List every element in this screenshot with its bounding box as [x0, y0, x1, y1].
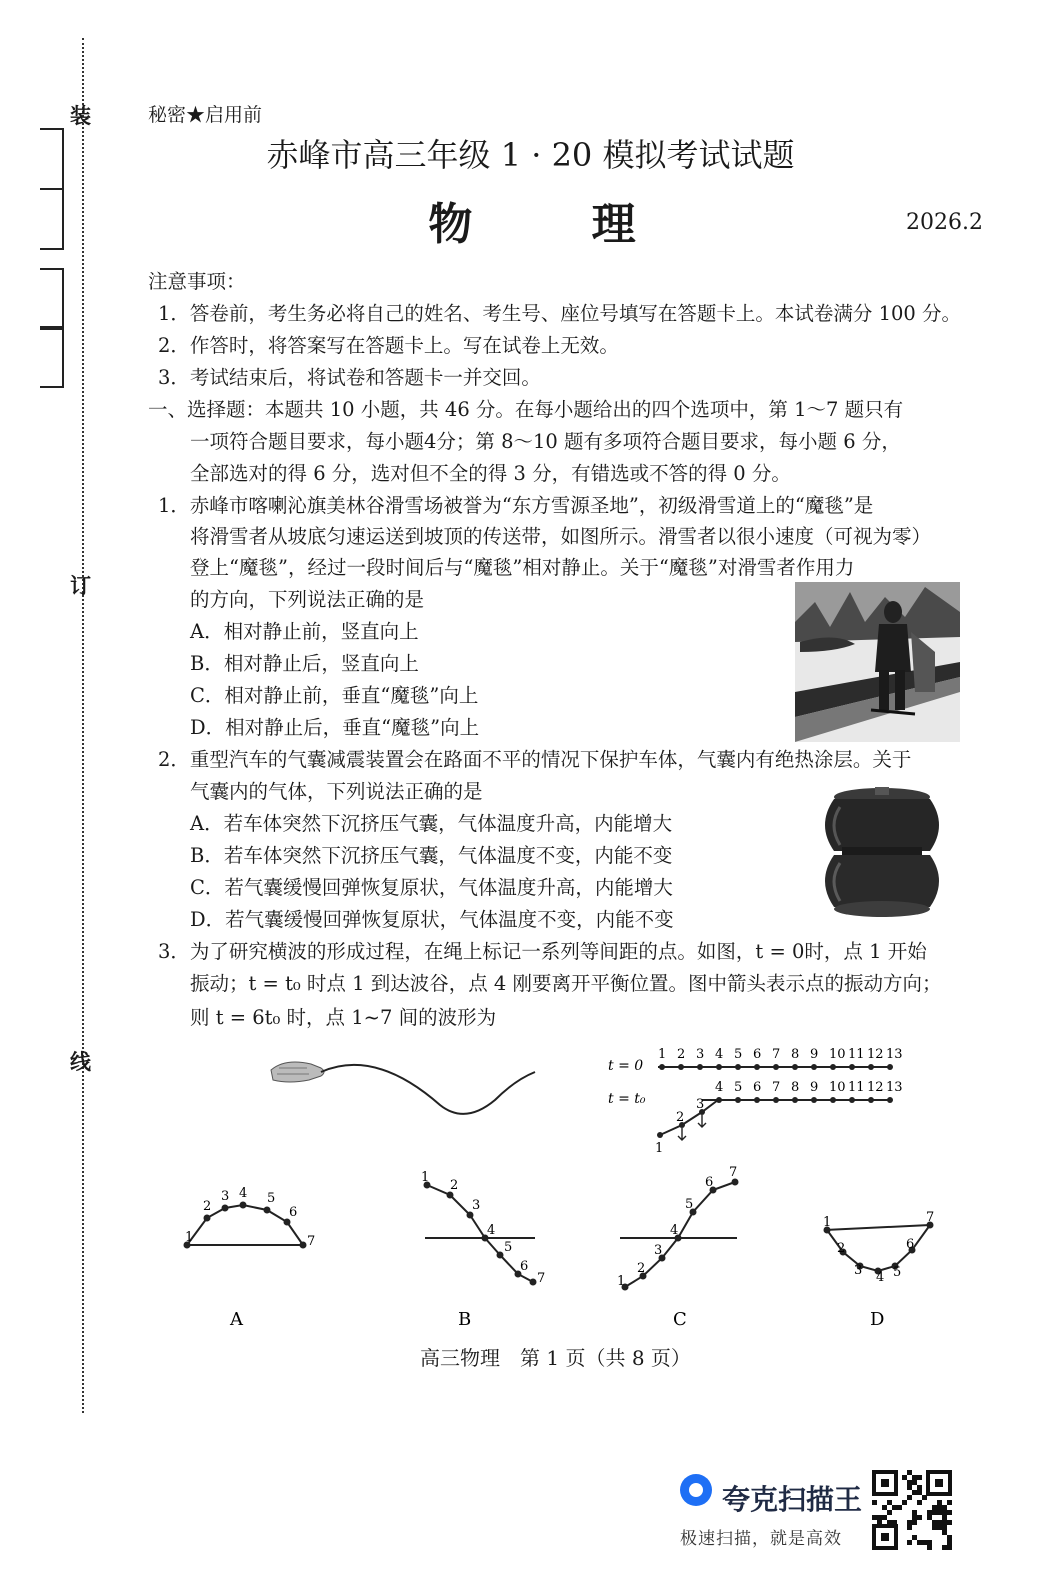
rope-point	[811, 1064, 817, 1070]
choice-c-label: C	[673, 1309, 687, 1330]
seat-box	[40, 326, 64, 388]
wave-point-number: 5	[267, 1191, 276, 1206]
wave-point-number: 1	[617, 1274, 626, 1289]
wave-point	[264, 1207, 271, 1214]
rope-point-number: 10	[829, 1080, 846, 1095]
wave-points-figure	[600, 1040, 903, 1156]
q1-stem: 的方向，下列说法正确的是	[190, 588, 425, 611]
q1-option-c: C．相对静止前，垂直“魔毯”向上	[190, 684, 479, 707]
binding-char-ding: 订	[70, 574, 91, 598]
rope-point-number: 7	[772, 1047, 781, 1062]
q1-stem: 将滑雪者从坡底匀速运送到坡顶的传送带，如图所示。滑雪者以很小速度（可视为零）	[190, 525, 932, 548]
rope-point-number: 7	[772, 1080, 781, 1095]
wave-point-number: 7	[926, 1210, 935, 1225]
choice-b-label: B	[458, 1309, 472, 1330]
rope-point-number: 6	[753, 1080, 762, 1095]
section-instruction: 一、选择题：本题共 10 小题，共 46 分。在每小题给出的四个选项中，第 1～7 题只有	[148, 398, 904, 421]
q2-option-a: A．若车体突然下沉挤压气囊，气体温度升高，内能增大	[190, 812, 673, 835]
answer-figures	[175, 1165, 965, 1340]
exam-title: 赤峰市高三年级 1 · 20 模拟考试试题	[266, 136, 795, 174]
scanner-logo-icon	[678, 1472, 714, 1508]
wave-point-number: 5	[685, 1197, 694, 1212]
air-bag-photo	[820, 785, 945, 920]
rope-point	[773, 1064, 779, 1070]
rope-point	[792, 1064, 798, 1070]
rope-point-number: 8	[791, 1047, 800, 1062]
wave-point-number: 5	[893, 1265, 902, 1280]
rope-point-number: 4	[715, 1080, 724, 1095]
q3-stem: 3．为了研究横波的形成过程，在绳上标记一系列等间距的点。如图，t = 0时，点 1 开始	[158, 940, 927, 963]
rope-point-number: 5	[734, 1047, 743, 1062]
scanner-slogan: 极速扫描，就是高效	[680, 1529, 842, 1549]
rope-point	[735, 1097, 741, 1103]
wave-point-number: 6	[289, 1205, 298, 1220]
wave-point-number: 1	[421, 1170, 430, 1185]
rope-point-number: 9	[810, 1047, 819, 1062]
wave-point-number: 6	[520, 1259, 529, 1274]
q2-option-d: D．若气囊缓慢回弹恢复原状，气体温度不变，内能不变	[190, 908, 674, 931]
wave-point-number: 6	[906, 1237, 915, 1252]
wave-point-number: 6	[705, 1175, 714, 1190]
wave-point-number: 5	[504, 1240, 513, 1255]
wave-point-number: 4	[876, 1270, 885, 1285]
q2-stem: 2．重型汽车的气囊减震装置会在路面不平的情况下保护车体，气囊内有绝热涂层。关于	[158, 748, 912, 771]
wave-point-number: 7	[307, 1234, 316, 1249]
wave-point-number: 3	[221, 1189, 230, 1204]
wave-point	[222, 1205, 229, 1212]
rope-point	[887, 1064, 893, 1070]
notice-heading: 注意事项：	[148, 270, 246, 293]
secret-label: 秘密★启用前	[148, 104, 263, 126]
binding-char-zhuang: 装	[70, 104, 91, 128]
rope-point	[659, 1064, 665, 1070]
subject-title: 物 理	[428, 199, 688, 250]
rope-point-number: 6	[753, 1047, 762, 1062]
choice-d-figure	[823, 1210, 934, 1330]
rope-point	[849, 1064, 855, 1070]
wave-point-number: 2	[450, 1178, 459, 1193]
rope-point-number: 9	[810, 1080, 819, 1095]
section-instruction: 全部选对的得 6 分，选对但不全的得 3 分，有错选或不答的得 0 分。	[190, 462, 791, 485]
choice-a-figure	[184, 1186, 316, 1330]
wave-point-number: 4	[670, 1223, 679, 1238]
rope-point-number: 12	[867, 1047, 884, 1062]
notice-item: 3．考试结束后，将试卷和答题卡一并交回。	[158, 366, 541, 389]
q1-option-b: B．相对静止后，竖直向上	[190, 652, 419, 675]
rope-point-number: 13	[886, 1047, 903, 1062]
rope-point-number: 11	[848, 1047, 865, 1062]
wave-point	[240, 1202, 247, 1209]
rope-point	[773, 1097, 779, 1103]
choice-d-label: D	[870, 1309, 885, 1330]
wave-point	[204, 1215, 211, 1222]
rope-point-number: 10	[829, 1047, 846, 1062]
wave-point-number: 2	[837, 1241, 846, 1256]
rope-point	[754, 1097, 760, 1103]
wave-point	[530, 1279, 537, 1286]
rope-point	[868, 1097, 874, 1103]
rope-point	[830, 1097, 836, 1103]
rope-point	[716, 1064, 722, 1070]
rope-point-number: 13	[886, 1080, 903, 1095]
scanner-brand-name: 夸克扫描王	[722, 1483, 863, 1516]
rope-point	[830, 1064, 836, 1070]
wave-point-number: 2	[637, 1261, 646, 1276]
rope-point	[678, 1064, 684, 1070]
wave-point-number: 4	[487, 1223, 496, 1238]
t0-label: t = 0	[608, 1058, 644, 1074]
q2-stem: 气囊内的气体，下列说法正确的是	[190, 780, 483, 803]
rope-point	[811, 1097, 817, 1103]
qr-code-icon	[872, 1470, 952, 1550]
wave-point-number: 7	[729, 1165, 738, 1180]
wave-point	[300, 1242, 307, 1249]
wave-point-number: 7	[537, 1271, 546, 1286]
page-footer: 高三物理 第 1 页（共 8 页）	[420, 1346, 691, 1370]
choice-a-label: A	[230, 1309, 243, 1330]
notice-item: 1．答卷前，考生务必将自己的姓名、考生号、座位号填写在答题卡上。本试卷满分 100 分。	[158, 302, 962, 325]
rope-point-number: 4	[715, 1047, 724, 1062]
choice-c-figure	[617, 1165, 739, 1330]
rope-point-number: 5	[734, 1080, 743, 1095]
rope-point-number: 1	[658, 1047, 667, 1062]
wave-point-number: 1	[185, 1230, 194, 1245]
wave-point-number: 1	[823, 1215, 832, 1230]
low-point-1: 1	[655, 1141, 664, 1156]
q1-stem: 登上“魔毯”，经过一段时间后与“魔毯”相对静止。关于“魔毯”对滑雪者作用力	[190, 556, 855, 579]
q2-option-c: C．若气囊缓慢回弹恢复原状，气体温度升高，内能增大	[190, 876, 673, 899]
notice-item: 2．作答时，将答案写在答题卡上。写在试卷上无效。	[158, 334, 619, 357]
rope-point	[849, 1097, 855, 1103]
wave-point-number: 3	[472, 1198, 481, 1213]
wave-point-number: 3	[654, 1243, 663, 1258]
q1-option-a: A．相对静止前，竖直向上	[190, 620, 419, 643]
rope-point	[887, 1097, 893, 1103]
hand-rope-figure	[265, 1050, 545, 1125]
q3-stem: 振动；t = t₀ 时点 1 到达波谷，点 4 刚要离开平衡位置。图中箭头表示点的振动方向；	[190, 972, 942, 995]
tt0-label: t = t₀	[608, 1091, 646, 1107]
rope-point-number: 8	[791, 1080, 800, 1095]
class-box	[40, 268, 64, 330]
wave-point	[497, 1252, 504, 1259]
rope-point-number: 12	[867, 1080, 884, 1095]
q1-option-d: D．相对静止后，垂直“魔毯”向上	[190, 716, 480, 739]
exam-date: 2026.2	[906, 210, 983, 235]
rope-point	[735, 1064, 741, 1070]
rope-point-number: 3	[696, 1047, 705, 1062]
skier-photo	[795, 582, 960, 742]
q1-stem: 1．赤峰市喀喇沁旗美林谷滑雪场被誉为“东方雪源圣地”，初级滑雪道上的“魔毯”是	[158, 494, 874, 517]
wave-point-number: 2	[203, 1199, 212, 1214]
section-instruction: 一项符合题目要求，每小题4分；第 8～10 题有多项符合题目要求，每小题 6 分，	[190, 430, 901, 453]
rope-point-number: 2	[677, 1047, 686, 1062]
binding-char-xian: 线	[70, 1050, 91, 1074]
rope-point	[754, 1064, 760, 1070]
rope-point	[868, 1064, 874, 1070]
q3-stem: 则 t = 6t₀ 时，点 1~7 间的波形为	[190, 1006, 497, 1029]
wave-point-number: 4	[239, 1186, 248, 1201]
rope-point-number: 11	[848, 1080, 865, 1095]
rope-point	[697, 1064, 703, 1070]
low-point-3: 3	[696, 1097, 705, 1112]
low-point-2: 2	[676, 1110, 685, 1125]
rope-point	[792, 1097, 798, 1103]
wave-point-number: 3	[854, 1263, 863, 1278]
q2-option-b: B．若车体突然下沉挤压气囊，气体温度不变，内能不变	[190, 844, 673, 867]
choice-b-figure	[421, 1170, 545, 1330]
